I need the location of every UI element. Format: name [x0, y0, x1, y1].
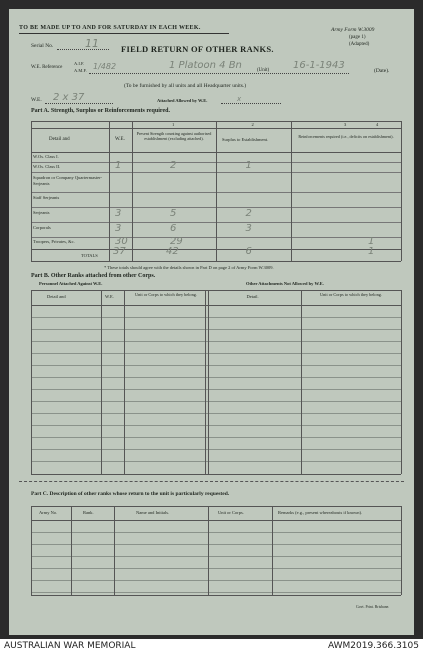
part-a-total-reinforcements: 1	[368, 246, 375, 257]
part-a-column-number: 2	[251, 122, 254, 127]
unit-label: (Unit)	[257, 68, 270, 73]
part-b-column-line	[301, 290, 302, 474]
part-c-header-remarks: Remarks (e.g., present whereabouts if known).	[278, 510, 363, 515]
part-a-column-number: 4	[376, 122, 379, 127]
part-b-column-line	[31, 290, 32, 474]
unit-value: 1 Platoon 4 Bn	[169, 60, 242, 71]
part-c-header-rank: Rank.	[83, 510, 94, 515]
part-c-header-name: Name and Initials.	[136, 510, 170, 515]
form-title: FIELD RETURN OF OTHER RANKS.	[121, 44, 274, 54]
instruction: TO BE MADE UP TO AND FOR SATURDAY IN EACH WEEK.	[19, 25, 201, 31]
part-a-row-present: 5	[170, 207, 177, 219]
army-form-label: Army Form W.3009	[331, 27, 375, 33]
unit-line	[89, 73, 349, 74]
part-a-row-surplus: 1	[245, 160, 252, 171]
part-b-row-line	[31, 437, 401, 438]
aif-label: A.I.F.	[74, 61, 85, 66]
part-a-column-line	[216, 121, 217, 261]
part-a-row-we: 3	[115, 207, 122, 219]
part-a-row-detail: Corporals	[33, 225, 51, 230]
part-a-row-detail: Serjeants	[33, 210, 50, 215]
part-a-total-present: 42	[166, 246, 179, 257]
part-a-totals-label: TOTALS	[81, 253, 98, 258]
part-b-border-bottom	[31, 474, 401, 475]
part-a-column-line	[132, 121, 133, 261]
part-b-column-line	[401, 290, 402, 474]
part-a-row-detail: Staff Serjeants	[33, 195, 60, 200]
part-a-title: Part A. Strength, Surplus or Reinforcements required.	[31, 108, 170, 114]
part-c-row-line	[31, 556, 401, 557]
part-a-header-reinforcements: Reinforcements required (i.e., deficits on establishment).	[298, 134, 394, 139]
part-a-column-number: 3	[344, 122, 347, 127]
we-reference-label: W.E. Reference	[31, 65, 63, 70]
part-b-row-line	[31, 377, 401, 378]
part-a-column-line	[401, 121, 402, 261]
part-a-row-detail: W.Os. Class I.	[33, 154, 59, 159]
part-c-row-line	[31, 532, 401, 533]
we-line	[45, 103, 113, 104]
serial-line	[57, 49, 109, 50]
part-c-column-line	[401, 506, 402, 595]
part-c-column-line	[272, 506, 273, 595]
part-b-row-line	[31, 365, 401, 366]
amf-label: A.M.F.	[74, 68, 87, 73]
adapted-label: (Adapted)	[349, 42, 370, 47]
part-b-header-detail: Detail and	[47, 294, 66, 299]
part-a-row-surplus: 3	[245, 222, 252, 234]
part-a-total-surplus: 6	[245, 246, 252, 257]
part-c-row-line	[31, 592, 401, 593]
part-b-row-line	[31, 461, 401, 462]
part-a-header-surplus: Surplus to Establishment.	[222, 137, 269, 142]
part-a-total-we: 37	[113, 246, 126, 257]
part-b-row-line	[31, 353, 401, 354]
part-a-note: * These totals should agree with the details shown in Part D on page 2 of Army Form W.3009.	[104, 265, 274, 270]
furnished-note: (To be furnished by all units and all Headquarter units.)	[124, 83, 247, 89]
we-label: W.E.	[31, 97, 42, 103]
part-b-column-line	[124, 290, 125, 474]
part-a-column-line	[109, 121, 110, 261]
part-a-header-present: Present Strength counting against authorised establishment (excluding attached).	[136, 131, 212, 141]
part-a-row-we: 3	[115, 222, 122, 234]
part-c-column-line	[31, 506, 32, 595]
part-b-row-line	[31, 413, 401, 414]
part-a-header-detail: Detail and	[49, 137, 70, 142]
part-c-title: Part C. Description of other ranks whose return to the unit is particularly requested.	[31, 491, 230, 497]
part-c-column-line	[208, 506, 209, 595]
part-a-row-present: 29	[170, 236, 183, 247]
part-b-row-line	[31, 341, 401, 342]
part-b-column-line	[208, 290, 209, 474]
part-a-row-present: 6	[170, 222, 177, 234]
part-a-column-line	[31, 121, 32, 261]
date-label: (Date).	[374, 68, 390, 74]
part-c-column-line	[114, 506, 115, 595]
part-b-header-unit-right: Unit or Corps to which they belong.	[320, 292, 382, 297]
part-a-column-line	[291, 121, 292, 261]
section-divider	[19, 481, 404, 482]
printer-imprint: Govt. Print. Brisbane.	[356, 605, 390, 609]
we-value: 2 x 37	[53, 92, 85, 103]
part-a-row-detail: Squadron or Company Quartermaster-Serjeants	[33, 175, 103, 186]
archive-reference: AWM2019.366.3105	[327, 641, 419, 651]
part-a-row-detail: Troopers, Privates, &c.	[33, 239, 75, 244]
part-c-row-line	[31, 568, 401, 569]
part-c-header-line	[31, 520, 401, 521]
part-b-left-subtitle: Personnel Attached Against W.E.	[39, 281, 103, 286]
serial-value: 11	[85, 37, 99, 50]
attached-label: Attached Allowed by W.E.	[157, 98, 208, 103]
attached-line	[221, 103, 281, 104]
part-b-center-divider	[205, 290, 206, 474]
serial-label: Serial No.	[31, 43, 54, 49]
part-a-row-detail: W.Os. Class II.	[33, 164, 61, 169]
part-a-row-reinforcements: 1	[368, 236, 375, 247]
part-a-row-we: 30	[115, 236, 128, 247]
part-a-column-number: 1	[172, 122, 175, 127]
part-a-row-present: 2	[170, 160, 177, 171]
form-page	[9, 9, 414, 635]
part-c-row-line	[31, 580, 401, 581]
part-c-border-bottom	[31, 595, 401, 596]
part-b-row-line	[31, 389, 401, 390]
part-b-right-subtitle: Other Attachments Not Allowed by W.E.	[246, 281, 324, 286]
part-b-row-line	[31, 425, 401, 426]
part-b-row-line	[31, 449, 401, 450]
part-a-row-we: 1	[115, 160, 122, 171]
part-b-border-top	[31, 290, 401, 291]
archive-footer	[0, 639, 423, 653]
part-a-row-surplus: 2	[245, 207, 252, 219]
page-number: (page 1)	[349, 35, 366, 40]
part-a-border-bottom	[31, 261, 401, 262]
part-b-title: Part B. Other Ranks attached from other Corps.	[31, 273, 156, 279]
archive-name: AUSTRALIAN WAR MEMORIAL	[4, 641, 136, 651]
part-b-header-we: W.E.	[105, 294, 114, 299]
part-c-row-line	[31, 544, 401, 545]
attached-value: x	[237, 95, 242, 103]
part-b-column-line	[101, 290, 102, 474]
part-c-header-army-no: Army No.	[39, 510, 58, 515]
instruction-underline	[19, 33, 229, 34]
part-b-header-line	[31, 305, 401, 306]
part-a-header-we: W.E.	[115, 137, 125, 142]
part-c-header-unit: Unit or Corps.	[218, 510, 244, 515]
part-c-column-line	[71, 506, 72, 595]
we-reference-value: 1/482	[93, 62, 117, 71]
date-value: 16-1-1943	[293, 60, 345, 71]
part-c-border-top	[31, 506, 401, 507]
part-b-row-line	[31, 401, 401, 402]
part-b-header-unit: Unit or Corps to which they belong.	[135, 292, 197, 297]
part-b-row-line	[31, 329, 401, 330]
part-b-row-line	[31, 317, 401, 318]
part-b-header-detail-right: Detail.	[246, 294, 259, 299]
